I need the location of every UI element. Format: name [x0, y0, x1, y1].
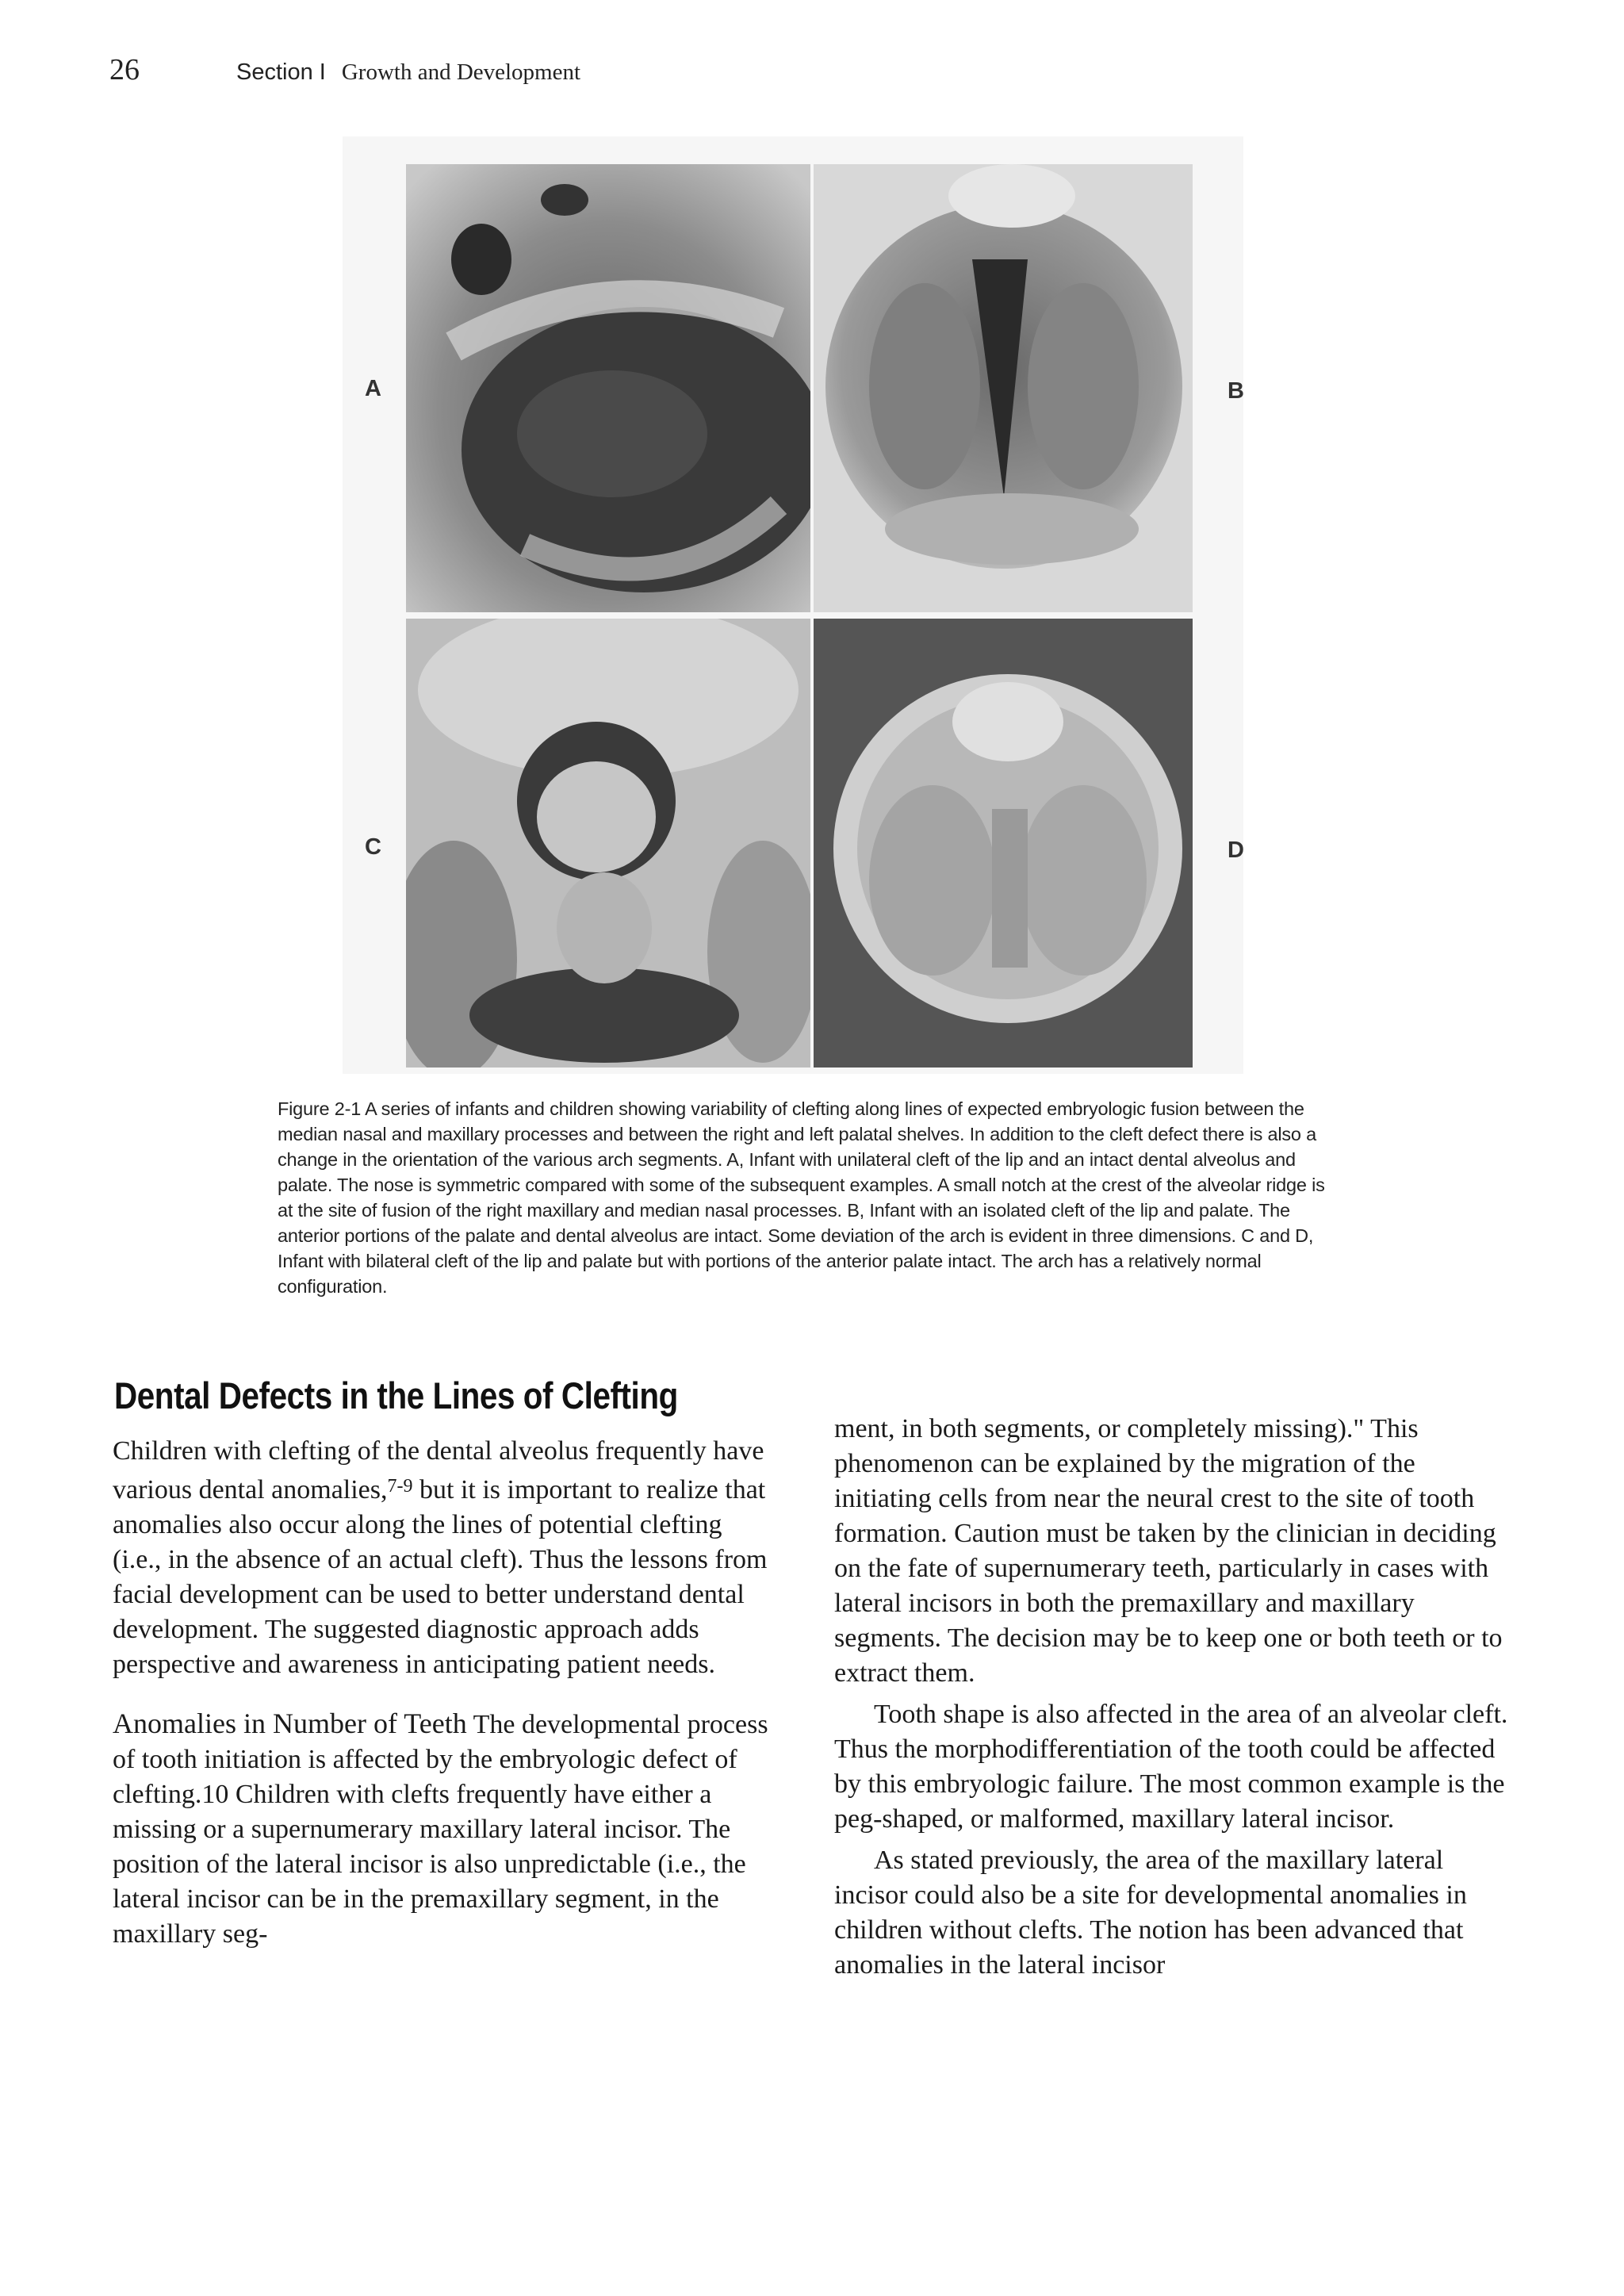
panel-label-c: C	[365, 834, 381, 860]
figure-caption: Figure 2-1 A series of infants and children showing variability of clefting along lines of expected embryologic fusion between the median nasal and maxillary processes and between the right and left palatal shelves. In addition to the cleft defect there is also a change in the orientation of the various arch segments. A, Infant with unilateral cleft of the lip and an intact dental alveolus and palate. The nose is symmetric compared with some of the subsequent examples. A small notch at the crest of the alveolar ridge is at the site of fusion of the right maxillary and median nasal processes. B, Infant with an isolated cleft of the lip and palate. The anterior portions of the palate and dental alveolus are intact. Some deviation of the arch is evident in three dimensions. C and D, Infant with bilateral cleft of the lip and palate but with portions of the anterior palate intact. The arch has a relatively normal configuration.	[278, 1098, 1325, 1297]
paragraph	[113, 1434, 771, 1682]
page-header	[109, 52, 580, 100]
citation-ref: 10	[201, 1780, 229, 1809]
panel-label-d: D	[1228, 838, 1244, 863]
text-run: Children with clefts frequently have either a missing or a supernumerary maxillary lateral incisor. The position of the lateral incisor is also unpredictable (i.e., the lateral incisor can be in the premaxillary segment, in the maxillary seg-	[113, 1780, 746, 1949]
photo-panel-d	[814, 619, 1193, 1068]
paragraph: Tooth shape is also affected in the area of an alveolar cleft. Thus the morphodifferentiation of the tooth could be affected by this embryologic failure. The most common example is the peg-shaped, or malformed, maxillary lateral incisor.	[834, 1700, 1508, 1834]
text-run: Children with clefting of the dental alveolus frequently have various dental anomalies,	[113, 1436, 764, 1504]
paragraph: ment, in both segments, or completely missing)." This phenomenon can be explained by the migration of the initiating cells from near the neural crest to the site of tooth formation. Caution must be taken by the clinician in deciding on the fate of supernumerary teeth, particularly in cases with lateral incisors in both the premaxillary and maxillary segments. The decision may be to keep one or both teeth or to extract them.	[834, 1414, 1503, 1688]
section-title: Growth and Development	[341, 59, 581, 85]
panel-label-b: B	[1228, 378, 1244, 404]
figure-2-1	[343, 136, 1243, 1074]
text-run: The developmental process of tooth initiation is affected by the embryologic defect of clefting.	[113, 1710, 768, 1809]
paragraph	[113, 1706, 771, 1952]
right-column	[834, 1412, 1508, 1983]
left-column	[113, 1434, 771, 1952]
panel-label-a: A	[365, 376, 381, 401]
photo-panel-a	[406, 164, 810, 612]
page-number: 26	[109, 53, 140, 86]
text-run: but it is important to realize that anomalies also occur along the lines of potential clefting (i.e., in the absence of an actual cleft). Thus the lessons from facial development can be used to better understand dental development. The suggested diagnostic approach adds perspective and awareness in anticipating patient needs.	[113, 1475, 768, 1679]
section-heading: Dental Defects in the Lines of Clefting	[114, 1374, 678, 1416]
paragraph: As stated previously, the area of the maxillary lateral incisor could also be a site for developmental anomalies in children without clefts. The notion has been advanced that anomalies in the lateral incisor	[834, 1846, 1467, 1980]
section-label: Section I	[236, 59, 326, 85]
photo-panel-c	[406, 619, 810, 1068]
citation-superscript: 7-9	[387, 1476, 413, 1497]
run-in-heading: Anomalies in Number of Teeth	[113, 1708, 467, 1739]
photo-panel-b	[814, 164, 1193, 612]
